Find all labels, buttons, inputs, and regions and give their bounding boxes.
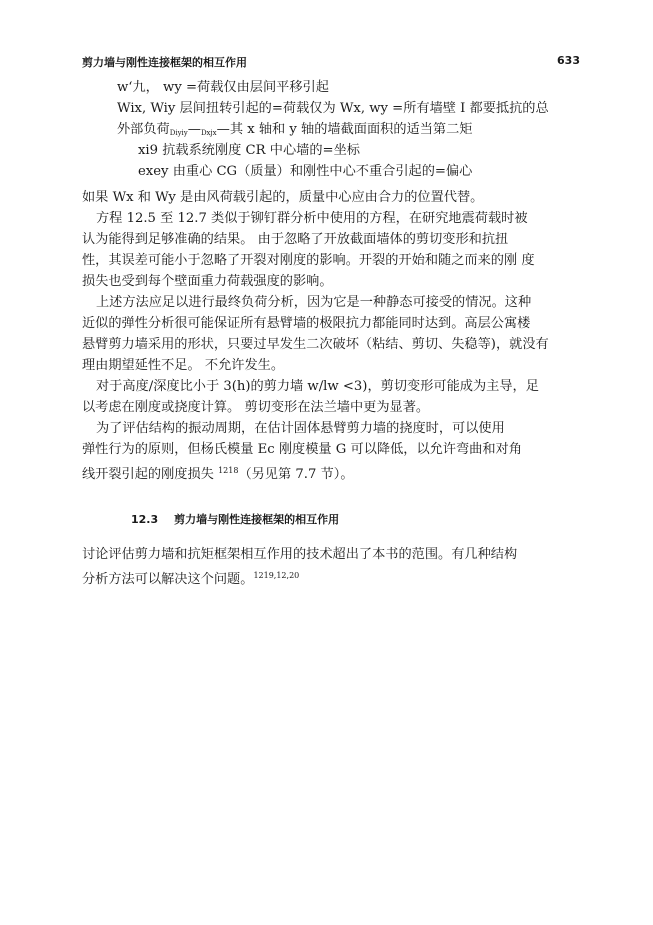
- text-line: exey 由重心 CG（质量）和刚性中心不重合引起的=偏心: [138, 164, 473, 179]
- text-line: 弹性行为的原则，但杨氏模量 Ec 刚度模量 G 可以降低，以允许弯曲和对角: [82, 442, 522, 457]
- text-line-part: （另见第 7.7 节）。: [238, 467, 354, 482]
- section-number: 12.3: [131, 513, 159, 526]
- text-line: Wix, Wiy 层间扭转引起的=荷载仅为 Wx, wy =所有墙壁 I 都要抵抗的总: [117, 101, 549, 116]
- text-line: [82, 461, 354, 485]
- header-title: 剪力墙与刚性连接框架的相互作用: [82, 56, 247, 69]
- text-line: 如果 Wx 和 Wy 是由风荷载引起的，质量中心应由合力的位置代替。: [82, 190, 484, 205]
- dash: —: [187, 122, 201, 137]
- text-line: 悬臂剪力墙采用的形状，只要过早发生二次破坏（粘结、剪切、失稳等)，就没有: [82, 337, 549, 352]
- text-line: 方程 12.5 至 12.7 类似于铆钉群分析中使用的方程，在研究地震荷载时被: [96, 211, 528, 226]
- page-number: 633: [557, 54, 580, 67]
- text-line: xi9 抗载系统刚度 CR 中心墙的=坐标: [138, 143, 360, 158]
- subscript: Diyiy: [169, 129, 188, 137]
- text-line-part: 线开裂引起的刚度损失: [82, 467, 214, 482]
- text-line: 理由期望延性不足。 不允许发生。: [82, 358, 285, 373]
- subscript: Dxjx: [200, 129, 217, 137]
- text-line: 讨论评估剪力墙和抗矩框架相互作用的技术超出了本书的范围。有几种结构: [82, 547, 518, 562]
- text-line: 损失也受到每个壁面重力荷载强度的影响。: [82, 274, 333, 289]
- text-line: 对于高度/深度比小于 3(h)的剪力墙 w/lw <3)，剪切变形可能成为主导，足: [96, 379, 539, 394]
- text-line-part: 外部负荷: [117, 122, 170, 137]
- text-line: [82, 566, 299, 590]
- text-line: 上述方法应足以进行最终负荷分析，因为它是一种静态可接受的情况。这种: [96, 295, 532, 310]
- text-line: [117, 120, 472, 143]
- text-line: w‘九， wy =荷载仅由层间平移引起: [117, 80, 329, 95]
- section-title: 剪力墙与刚性连接框架的相互作用: [174, 513, 340, 526]
- text-line: 以考虑在刚度或挠度计算。 剪切变形在法兰墙中更为显著。: [82, 400, 430, 415]
- section-heading: [131, 511, 339, 527]
- text-line: 认为能得到足够准确的结果。 由于忽略了开放截面墙体的剪切变形和抗扭: [82, 232, 509, 247]
- footnote-ref: 1219,12,20: [253, 571, 300, 580]
- footnote-ref: 1218: [218, 466, 239, 475]
- text-line: 为了评估结构的振动周期，在估计固体悬臂剪力墙的挠度时，可以使用: [96, 421, 505, 436]
- text-line: 近似的弹性分析很可能保证所有悬臂墙的极限抗力都能同时达到。高层公寓楼: [82, 316, 531, 331]
- text-line: 性，其误差可能小于忽略了开裂对刚度的影响。开裂的开始和随之而来的刚 度: [82, 253, 535, 268]
- running-header: [82, 54, 580, 72]
- text-line-part: 分析方法可以解决这个问题。: [82, 572, 254, 587]
- text-line-part: —其 x 轴和 y 轴的墙截面面积的适当第二矩: [216, 122, 473, 137]
